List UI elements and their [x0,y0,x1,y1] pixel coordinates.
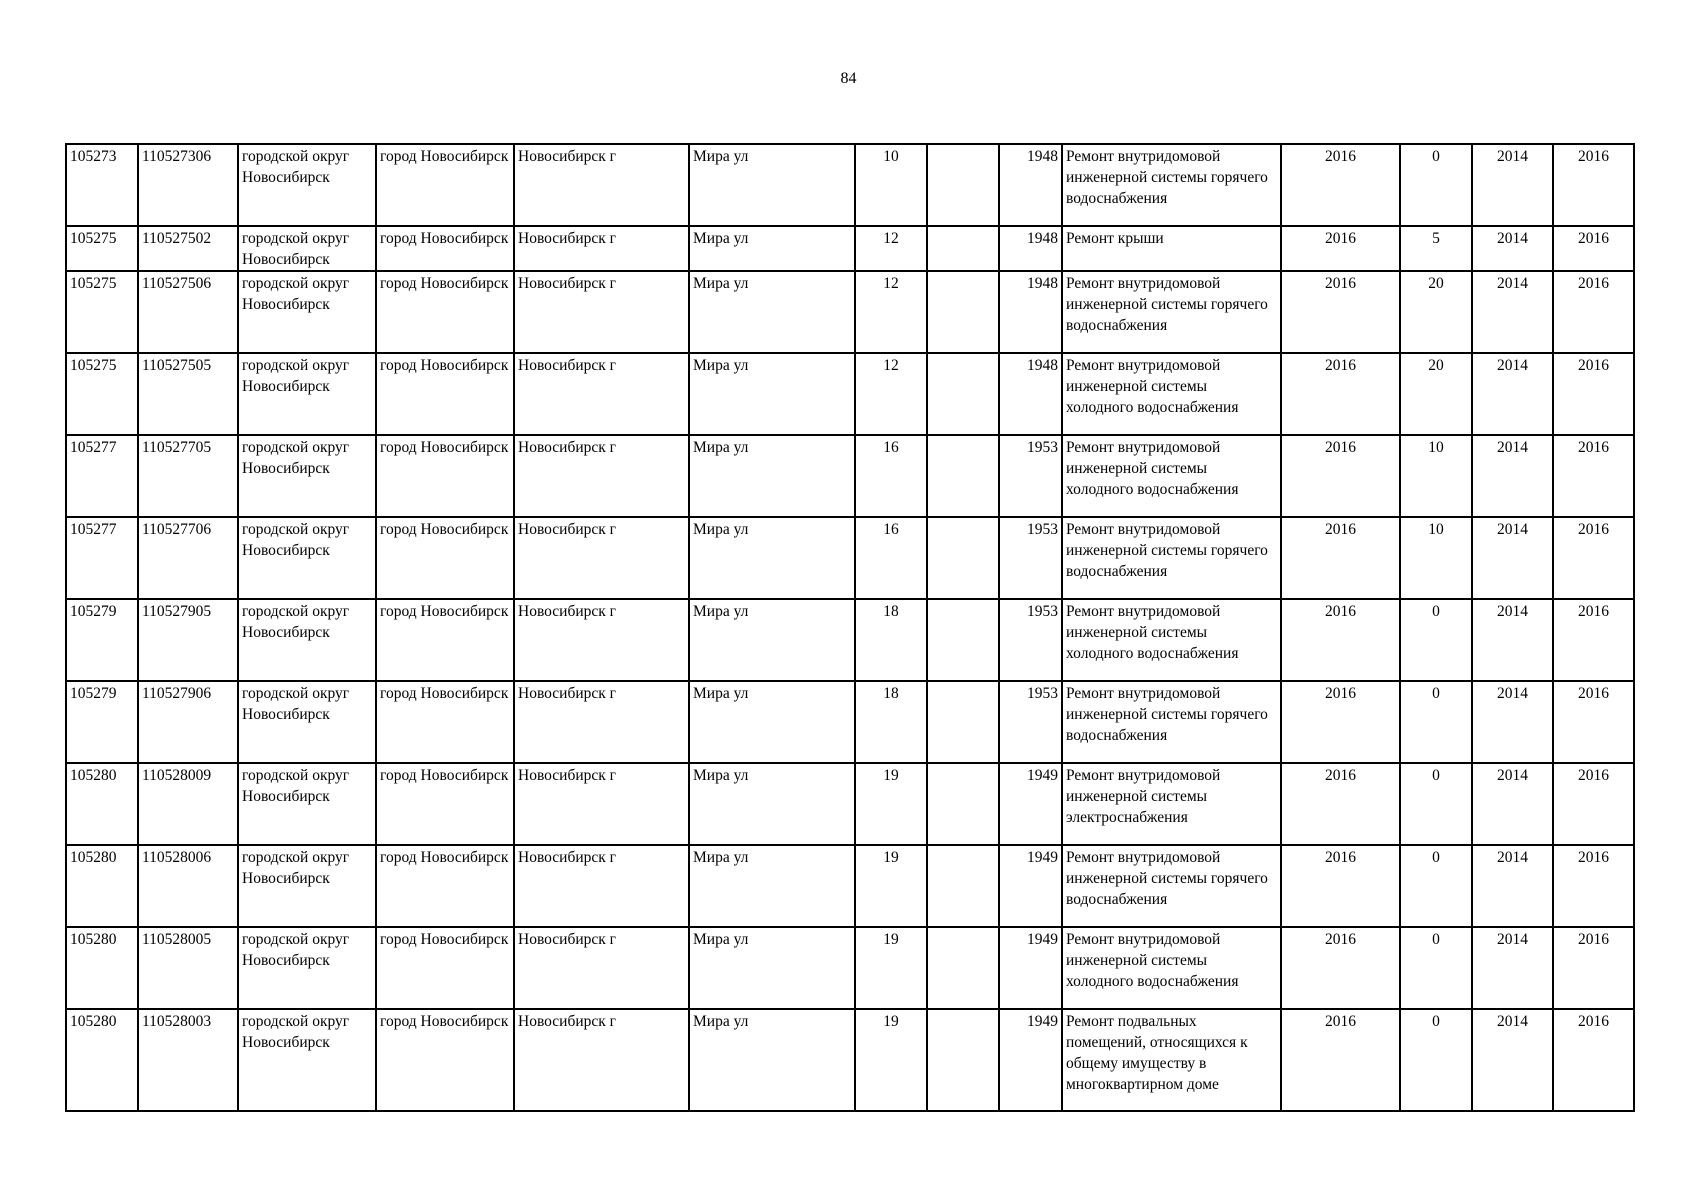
cell-id: 105280 [66,927,138,1009]
table-row [66,435,1634,517]
cell-year-to: 2016 [1553,927,1634,1009]
cell-plan-year: 2016 [1281,517,1400,599]
cell-municipality: город Новосибирск [376,271,514,353]
cell-work-type: Ремонт внутридомовой инженерной системы горячего водоснабжения [1062,517,1281,599]
cell-code: 110527705 [138,435,238,517]
cell-value: 0 [1400,845,1472,927]
cell-year-built: 1949 [999,763,1062,845]
cell-street: Мира ул [689,353,855,435]
cell-municipality: город Новосибирск [376,1009,514,1111]
cell-district: городской округ Новосибирск [238,599,376,681]
cell-year-from: 2014 [1472,271,1553,353]
cell-empty [927,681,999,763]
cell-code: 110527502 [138,226,238,271]
cell-year-built: 1948 [999,226,1062,271]
cell-street: Мира ул [689,763,855,845]
cell-year-built: 1953 [999,681,1062,763]
cell-code: 110527306 [138,144,238,226]
cell-municipality: город Новосибирск [376,763,514,845]
cell-locality: Новосибирск г [514,1009,689,1111]
cell-year-to: 2016 [1553,517,1634,599]
cell-district: городской округ Новосибирск [238,1009,376,1111]
cell-empty [927,353,999,435]
cell-house-number: 12 [855,226,927,271]
cell-year-from: 2014 [1472,353,1553,435]
cell-municipality: город Новосибирск [376,927,514,1009]
cell-year-from: 2014 [1472,845,1553,927]
cell-house-number: 12 [855,271,927,353]
cell-street: Мира ул [689,517,855,599]
cell-street: Мира ул [689,435,855,517]
cell-district: городской округ Новосибирск [238,845,376,927]
cell-locality: Новосибирск г [514,845,689,927]
cell-year-to: 2016 [1553,681,1634,763]
cell-municipality: город Новосибирск [376,845,514,927]
cell-house-number: 19 [855,763,927,845]
cell-house-number: 19 [855,845,927,927]
cell-municipality: город Новосибирск [376,226,514,271]
cell-house-number: 16 [855,435,927,517]
cell-year-to: 2016 [1553,599,1634,681]
table-row [66,1009,1634,1111]
cell-year-from: 2014 [1472,435,1553,517]
cell-plan-year: 2016 [1281,226,1400,271]
cell-id: 105280 [66,845,138,927]
cell-locality: Новосибирск г [514,763,689,845]
cell-id: 105280 [66,1009,138,1111]
cell-locality: Новосибирск г [514,681,689,763]
cell-municipality: город Новосибирск [376,517,514,599]
cell-year-from: 2014 [1472,226,1553,271]
cell-plan-year: 2016 [1281,681,1400,763]
cell-district: городской округ Новосибирск [238,927,376,1009]
cell-locality: Новосибирск г [514,226,689,271]
cell-municipality: город Новосибирск [376,435,514,517]
cell-work-type: Ремонт внутридомовой инженерной системы горячего водоснабжения [1062,845,1281,927]
cell-code: 110528009 [138,763,238,845]
cell-locality: Новосибирск г [514,517,689,599]
cell-code: 110527906 [138,681,238,763]
cell-code: 110527506 [138,271,238,353]
table-row [66,271,1634,353]
cell-year-built: 1948 [999,271,1062,353]
cell-year-to: 2016 [1553,435,1634,517]
table-row [66,599,1634,681]
cell-empty [927,599,999,681]
cell-plan-year: 2016 [1281,353,1400,435]
table-row [66,353,1634,435]
cell-year-to: 2016 [1553,226,1634,271]
cell-year-to: 2016 [1553,763,1634,845]
cell-house-number: 12 [855,353,927,435]
cell-work-type: Ремонт внутридомовой инженерной системы горячего водоснабжения [1062,271,1281,353]
cell-work-type: Ремонт внутридомовой инженерной системы холодного водоснабжения [1062,599,1281,681]
cell-year-to: 2016 [1553,845,1634,927]
cell-locality: Новосибирск г [514,435,689,517]
cell-id: 105275 [66,226,138,271]
cell-work-type: Ремонт внутридомовой инженерной системы электроснабжения [1062,763,1281,845]
cell-value: 0 [1400,144,1472,226]
cell-locality: Новосибирск г [514,144,689,226]
cell-value: 20 [1400,271,1472,353]
cell-house-number: 16 [855,517,927,599]
cell-id: 105280 [66,763,138,845]
cell-value: 10 [1400,435,1472,517]
cell-municipality: город Новосибирск [376,353,514,435]
cell-empty [927,1009,999,1111]
table-row [66,681,1634,763]
table-row [66,226,1634,271]
cell-plan-year: 2016 [1281,435,1400,517]
page-number: 84 [840,70,857,87]
cell-year-from: 2014 [1472,763,1553,845]
records-table [65,143,1635,1112]
cell-empty [927,144,999,226]
cell-plan-year: 2016 [1281,1009,1400,1111]
cell-code: 110528003 [138,1009,238,1111]
cell-id: 105279 [66,681,138,763]
cell-value: 5 [1400,226,1472,271]
cell-code: 110528005 [138,927,238,1009]
table-row [66,144,1634,226]
cell-district: городской округ Новосибирск [238,681,376,763]
cell-year-built: 1948 [999,144,1062,226]
cell-year-built: 1953 [999,599,1062,681]
cell-district: городской округ Новосибирск [238,353,376,435]
cell-district: городской округ Новосибирск [238,226,376,271]
cell-house-number: 19 [855,1009,927,1111]
cell-code: 110527706 [138,517,238,599]
cell-year-to: 2016 [1553,271,1634,353]
cell-year-to: 2016 [1553,144,1634,226]
cell-value: 0 [1400,927,1472,1009]
cell-house-number: 19 [855,927,927,1009]
cell-year-from: 2014 [1472,1009,1553,1111]
cell-work-type: Ремонт подвальных помещений, относящихся к общему имуществу в многоквартирном доме [1062,1009,1281,1111]
cell-district: городской округ Новосибирск [238,763,376,845]
cell-year-from: 2014 [1472,517,1553,599]
cell-municipality: город Новосибирск [376,599,514,681]
cell-house-number: 10 [855,144,927,226]
cell-district: городской округ Новосибирск [238,271,376,353]
cell-locality: Новосибирск г [514,353,689,435]
cell-work-type: Ремонт внутридомовой инженерной системы горячего водоснабжения [1062,144,1281,226]
cell-id: 105277 [66,435,138,517]
cell-street: Мира ул [689,144,855,226]
cell-code: 110527905 [138,599,238,681]
cell-house-number: 18 [855,681,927,763]
cell-street: Мира ул [689,226,855,271]
cell-empty [927,226,999,271]
cell-id: 105275 [66,271,138,353]
cell-plan-year: 2016 [1281,599,1400,681]
cell-plan-year: 2016 [1281,144,1400,226]
cell-work-type: Ремонт крыши [1062,226,1281,271]
cell-street: Мира ул [689,681,855,763]
cell-locality: Новосибирск г [514,927,689,1009]
cell-district: городской округ Новосибирск [238,517,376,599]
cell-municipality: город Новосибирск [376,681,514,763]
cell-empty [927,845,999,927]
cell-locality: Новосибирск г [514,599,689,681]
cell-value: 0 [1400,681,1472,763]
cell-id: 105273 [66,144,138,226]
cell-value: 10 [1400,517,1472,599]
cell-plan-year: 2016 [1281,271,1400,353]
cell-code: 110527505 [138,353,238,435]
cell-municipality: город Новосибирск [376,144,514,226]
cell-work-type: Ремонт внутридомовой инженерной системы холодного водоснабжения [1062,927,1281,1009]
cell-year-from: 2014 [1472,599,1553,681]
cell-value: 0 [1400,1009,1472,1111]
table-body [66,144,1634,1111]
cell-empty [927,517,999,599]
cell-value: 20 [1400,353,1472,435]
cell-plan-year: 2016 [1281,845,1400,927]
cell-year-from: 2014 [1472,144,1553,226]
cell-work-type: Ремонт внутридомовой инженерной системы холодного водоснабжения [1062,435,1281,517]
cell-year-built: 1953 [999,435,1062,517]
table-row [66,763,1634,845]
cell-year-to: 2016 [1553,1009,1634,1111]
cell-id: 105275 [66,353,138,435]
cell-empty [927,435,999,517]
cell-locality: Новосибирск г [514,271,689,353]
cell-empty [927,927,999,1009]
cell-house-number: 18 [855,599,927,681]
cell-work-type: Ремонт внутридомовой инженерной системы холодного водоснабжения [1062,353,1281,435]
cell-value: 0 [1400,763,1472,845]
cell-year-built: 1949 [999,927,1062,1009]
table-row [66,517,1634,599]
cell-street: Мира ул [689,845,855,927]
cell-value: 0 [1400,599,1472,681]
cell-work-type: Ремонт внутридомовой инженерной системы горячего водоснабжения [1062,681,1281,763]
table-row [66,845,1634,927]
cell-year-from: 2014 [1472,927,1553,1009]
cell-year-from: 2014 [1472,681,1553,763]
cell-street: Мира ул [689,927,855,1009]
cell-empty [927,763,999,845]
cell-street: Мира ул [689,599,855,681]
cell-code: 110528006 [138,845,238,927]
cell-id: 105279 [66,599,138,681]
cell-year-built: 1949 [999,845,1062,927]
cell-street: Мира ул [689,271,855,353]
cell-id: 105277 [66,517,138,599]
cell-district: городской округ Новосибирск [238,435,376,517]
cell-plan-year: 2016 [1281,763,1400,845]
table-row [66,927,1634,1009]
cell-plan-year: 2016 [1281,927,1400,1009]
cell-district: городской округ Новосибирск [238,144,376,226]
cell-street: Мира ул [689,1009,855,1111]
cell-year-built: 1948 [999,353,1062,435]
cell-empty [927,271,999,353]
cell-year-built: 1949 [999,1009,1062,1111]
cell-year-to: 2016 [1553,353,1634,435]
cell-year-built: 1953 [999,517,1062,599]
